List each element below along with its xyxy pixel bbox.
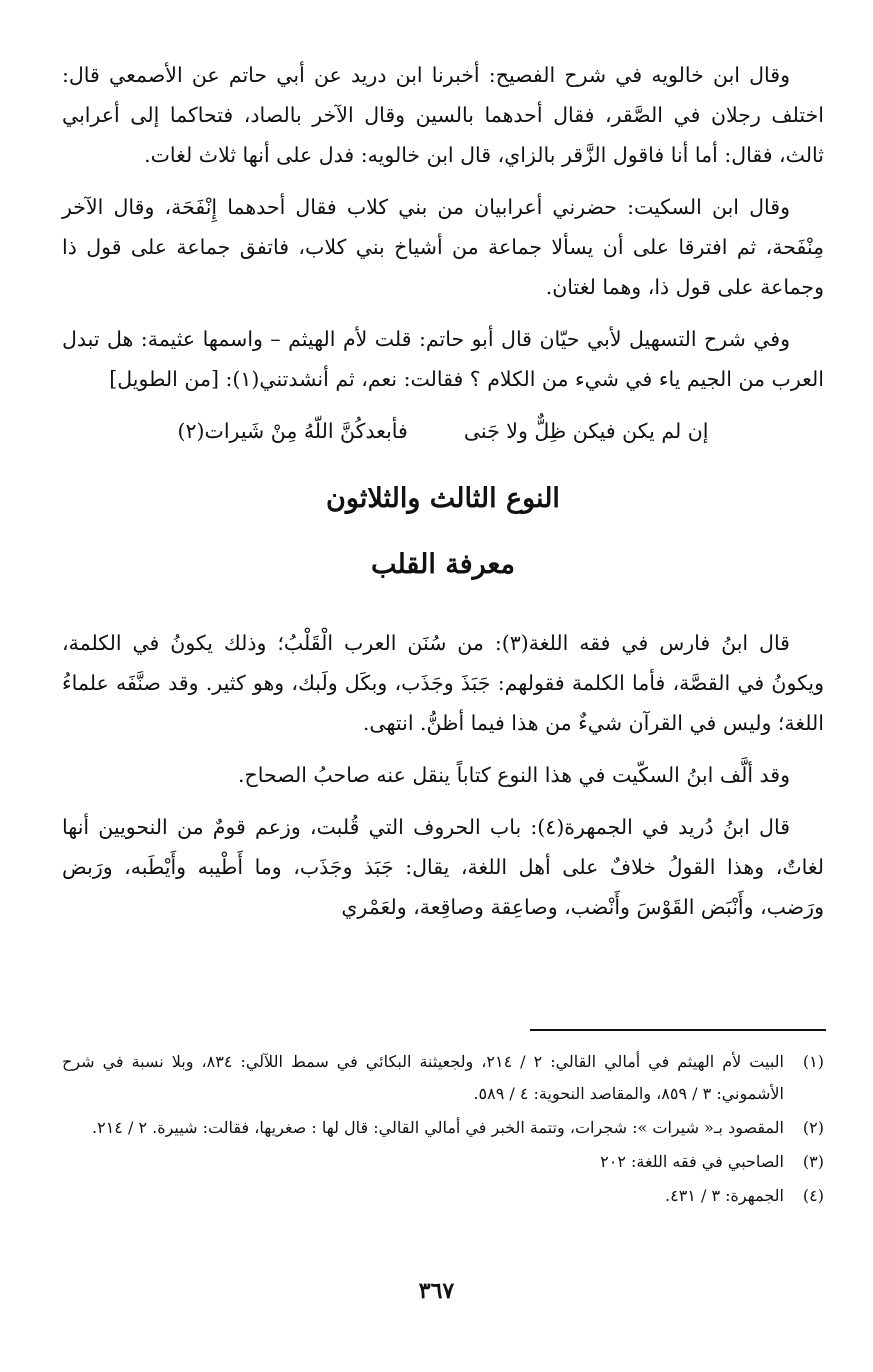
footnotes xyxy=(62,1046,824,1214)
chapter-title: النوع الثالث والثلاثون xyxy=(326,483,560,514)
footnote-divider xyxy=(530,1029,826,1031)
footnote-number: (١) xyxy=(802,1052,824,1071)
page-number: ٣٦٧ xyxy=(418,1278,455,1304)
paragraph-abu-hayyan: وفي شرح التسهيل لأبي حيّان قال أبو حاتم: قلت لأم الهيثم – واسمها عثيمة: هل تبدل العرب من الجيم ياء في شيء من الكلام ؟ فقالت: نعم، ثم أنشدتني(١): [من الطويل] xyxy=(62,327,824,391)
footnote-number: (٢) xyxy=(802,1118,824,1137)
chapter-subtitle: معرفة القلب xyxy=(370,549,515,580)
footnote-3 xyxy=(62,1146,824,1178)
verse-first-hemistich: إن لم يكن فيكن ظِلٌّ ولا جَنى xyxy=(463,419,709,443)
paragraph-ibn-al-sikkit: وقال ابن السكيت: حضرني أعرابيان من بني كلاب فقال أحدهما إِنْفَحَة، وقال الآخر مِنْفَحة، ثم افترقا على أن يسألا جماعة من أشياخ بني كلاب، فاتفق جماعة على قول ذا وجماعة على قول ذا، وهما لغتان. xyxy=(62,195,824,299)
paragraph-ibn-al-sikkit-book: وقد ألَّف ابنُ السكّيت في هذا النوع كتاباً ينقل عنه صاحبُ الصحاح. xyxy=(237,763,790,787)
footnote-2 xyxy=(62,1112,824,1144)
footnote-text: المقصود بـ« شيرات »: شجرات، وتتمة الخبر في أمالي القالي: قال لها : صغريها، فقالت: شييرة. ٢ / ٢١٤. xyxy=(92,1118,784,1137)
paragraph-ibn-khalawayh: وقال ابن خالويه في شرح الفصيح: أخبرنا ابن دريد عن أبي حاتم عن الأصمعي قال: اختلف رجلان في الصَّقر، فقال أحدهما بالسين وقال الآخر بالصاد، فتحاكما إلى أعرابي ثالث، فقال: أما أنا فاقول الزَّقر بالزاي، قال ابن خالويه: فدل على أنها ثلاث لغات. xyxy=(62,63,824,167)
footnote-number: (٤) xyxy=(802,1186,824,1205)
footnote-1 xyxy=(62,1046,824,1110)
footnote-number: (٣) xyxy=(802,1152,824,1171)
footnote-text: الجمهرة: ٣ / ٤٣١. xyxy=(665,1186,784,1205)
paragraph-ibn-durayd: قال ابنُ دُريد في الجمهرة(٤): باب الحروف التي قُلبت، وزعم قومٌ من النحويين أنها لغاتٌ، وهذا القولُ خلافٌ على أهل اللغة، يقال: جَبَذ وجَذَب، وما أَطْيبه وأَيْطَبه، ورَبض ورَضب، وأَنْبَض القَوْسَ وأَنْضب، وصاعِقة وصاقِعة، ولعَمْري xyxy=(62,815,824,919)
paragraph-ibn-faris: قال ابنُ فارس في فقه اللغة(٣): من سُنَن العرب الْقَلْبُ؛ وذلك يكونُ في الكلمة، ويكونُ في القصَّة، فأما الكلمة فقولهم: جَبَذَ وجَذَب، وبكَل ولَبك، وهو كثير. وقد صنَّفَه علماءُ اللغة؛ وليس في القرآن شيءٌ من هذا فيما أظنُّ. انتهى. xyxy=(62,631,824,735)
poetry-verse xyxy=(62,411,824,451)
footnote-text: الصاحبي في فقه اللغة: ٢٠٢ xyxy=(600,1152,784,1171)
footnote-4 xyxy=(62,1180,824,1212)
main-text xyxy=(62,55,824,939)
footnote-text: البيت لأم الهيثم في أمالي القالي: ٢ / ٢١٤، ولجعيثنة البكائي في سمط اللآلي: ٨٣٤، وبلا نسبة في شرح الأشموني: ٣ / ٨٥٩، والمقاصد النحوية: ٤ / ٥٨٩. xyxy=(62,1052,784,1103)
verse-second-hemistich: فأبعدكُنَّ اللّهُ مِنْ شَيرات(٢) xyxy=(177,419,408,443)
